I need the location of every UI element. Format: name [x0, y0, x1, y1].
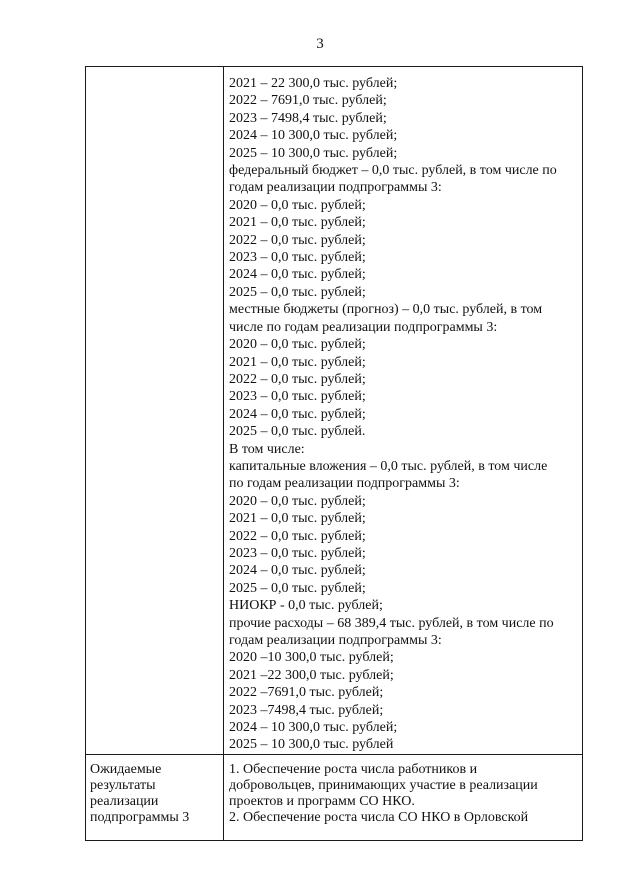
results-value-cell: [224, 754, 583, 840]
text-line: 2022 – 0,0 тыс. рублей;: [229, 528, 366, 544]
text-line: проектов и программ СО НКО.: [229, 794, 415, 810]
results-lines: [229, 762, 582, 827]
text-line: 2020 – 0,0 тыс. рублей;: [229, 493, 366, 509]
text-line: 2022 – 7691,0 тыс. рублей;: [229, 93, 387, 109]
subprogram-passport-table: [85, 66, 583, 841]
text-line: 2022 – 0,0 тыс. рублей;: [229, 371, 366, 387]
text-line: Ожидаемые: [90, 761, 162, 777]
text-line: 2023 –7498,4 тыс. рублей;: [229, 702, 384, 718]
results-row: [86, 754, 583, 840]
text-line: реализации: [90, 794, 159, 810]
text-line: 2024 – 10 300,0 тыс. рублей;: [229, 720, 398, 736]
text-line: 2025 – 10 300,0 тыс. рублей: [229, 737, 394, 753]
text-line: 2024 – 0,0 тыс. рублей;: [229, 563, 366, 579]
text-line: числе по годам реализации подпрограммы 3:: [229, 319, 498, 335]
text-line: федеральный бюджет – 0,0 тыс. рублей, в том числе по: [229, 163, 557, 179]
text-line: 2023 – 0,0 тыс. рублей;: [229, 389, 366, 405]
financing-label-cell: [86, 67, 224, 755]
text-line: 2024 – 10 300,0 тыс. рублей;: [229, 128, 398, 144]
text-line: НИОКР - 0,0 тыс. рублей;: [229, 598, 383, 614]
text-line: В том числе:: [229, 441, 305, 457]
text-line: прочие расходы – 68 389,4 тыс. рублей, в том числе по: [229, 615, 554, 631]
text-line: 2025 – 0,0 тыс. рублей.: [229, 424, 366, 440]
text-line: годам реализации подпрограммы 3:: [229, 180, 442, 196]
text-line: 2024 – 0,0 тыс. рублей;: [229, 267, 366, 283]
page-number: 3: [316, 36, 324, 52]
text-line: 2020 – 0,0 тыс. рублей;: [229, 197, 366, 213]
text-line: 2023 – 0,0 тыс. рублей;: [229, 545, 366, 561]
text-line: 2022 –7691,0 тыс. рублей;: [229, 685, 384, 701]
text-line: 2020 –10 300,0 тыс. рублей;: [229, 650, 394, 666]
text-line: подпрограммы 3: [90, 810, 190, 826]
results-label: [90, 762, 223, 827]
text-line: 2025 – 10 300,0 тыс. рублей;: [229, 145, 398, 161]
text-line: местные бюджеты (прогноз) – 0,0 тыс. рублей, в том: [229, 302, 543, 318]
financing-value-cell: [224, 67, 583, 755]
text-line: капитальные вложения – 0,0 тыс. рублей, в том числе: [229, 458, 548, 474]
financing-lines: [229, 75, 582, 754]
text-line: 2021 – 0,0 тыс. рублей;: [229, 511, 366, 527]
text-line: 2025 – 0,0 тыс. рублей;: [229, 580, 366, 596]
text-line: добровольцев, принимающих участие в реализации: [229, 778, 538, 794]
text-line: 2020 – 0,0 тыс. рублей;: [229, 337, 366, 353]
text-line: 2023 – 7498,4 тыс. рублей;: [229, 110, 387, 126]
financing-row: [86, 67, 583, 755]
text-line: годам реализации подпрограммы 3:: [229, 633, 442, 648]
text-line: 2022 – 0,0 тыс. рублей;: [229, 232, 366, 248]
text-line: 2021 – 22 300,0 тыс. рублей;: [229, 76, 398, 91]
text-line: 2023 – 0,0 тыс. рублей;: [229, 250, 366, 266]
text-line: 2024 – 0,0 тыс. рублей;: [229, 406, 366, 422]
text-line: 1. Обеспечение роста числа работников и: [229, 761, 478, 777]
text-line: 2021 – 0,0 тыс. рублей;: [229, 354, 366, 370]
text-line: 2021 – 0,0 тыс. рублей;: [229, 215, 366, 231]
text-line: результаты: [90, 778, 156, 794]
text-line: 2025 – 0,0 тыс. рублей;: [229, 284, 366, 300]
text-line: 2021 –22 300,0 тыс. рублей;: [229, 667, 394, 683]
text-line: по годам реализации подпрограммы 3:: [229, 476, 460, 492]
text-line: 2. Обеспечение роста числа СО НКО в Орловской: [229, 810, 529, 826]
results-label-cell: [86, 754, 224, 840]
